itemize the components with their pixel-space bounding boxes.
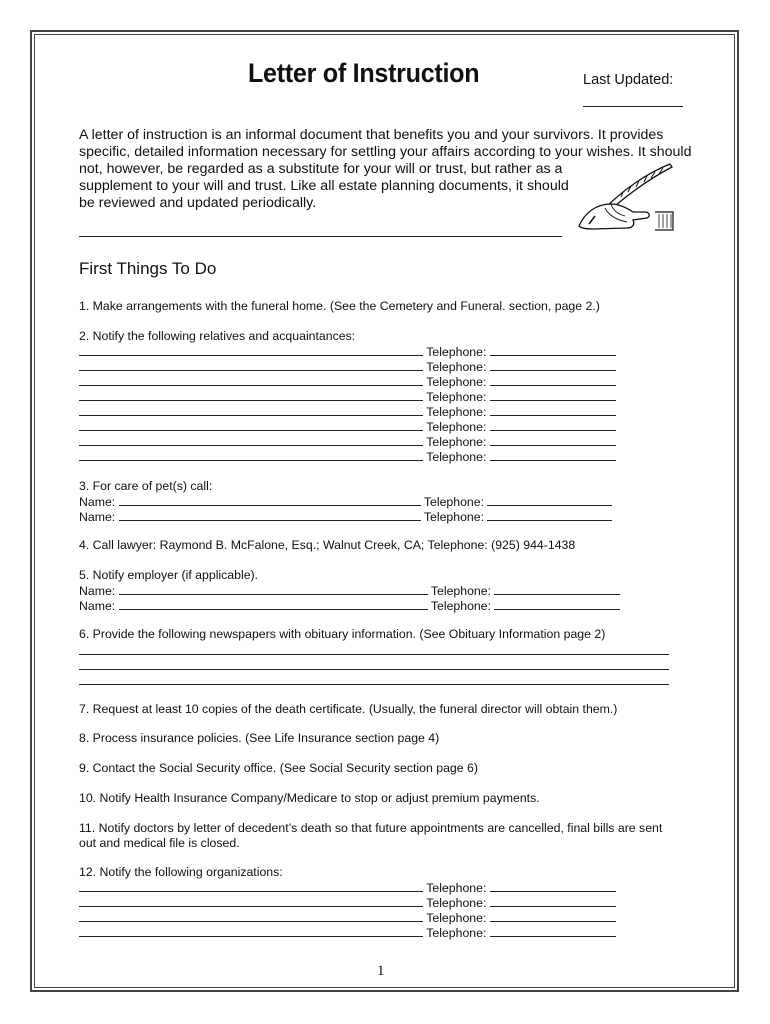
telephone-field[interactable]	[487, 494, 612, 506]
relative-name-field[interactable]	[79, 419, 423, 431]
item-8: 8. Process insurance policies. (See Life Insurance section page 4)	[79, 731, 440, 745]
telephone-field[interactable]	[490, 359, 616, 371]
organization-row	[79, 895, 616, 910]
employer-row	[79, 583, 620, 598]
organization-name-field[interactable]	[79, 925, 423, 937]
employer-name-field[interactable]	[119, 583, 428, 595]
telephone-label: Telephone:	[426, 911, 487, 925]
telephone-field[interactable]	[490, 910, 616, 922]
employer-name-field[interactable]	[119, 598, 428, 610]
newspaper-field[interactable]	[79, 684, 669, 685]
name-label: Name:	[79, 510, 116, 524]
item-6: 6. Provide the following newspapers with obituary information. (See Obituary Information page 2)	[79, 627, 606, 641]
relative-row	[79, 419, 616, 434]
relative-row	[79, 344, 616, 359]
telephone-label: Telephone:	[430, 584, 492, 598]
telephone-label: Telephone:	[426, 896, 487, 910]
relative-name-field[interactable]	[79, 449, 423, 461]
organization-name-field[interactable]	[79, 910, 423, 922]
telephone-field[interactable]	[490, 419, 616, 431]
telephone-field[interactable]	[490, 895, 616, 907]
relative-row	[79, 374, 616, 389]
name-label: Name:	[79, 495, 116, 509]
item-10: 10. Notify Health Insurance Company/Medicare to stop or adjust premium payments.	[79, 791, 540, 805]
relative-row	[79, 359, 616, 374]
item-3: 3. For care of pet(s) call:	[79, 479, 213, 493]
intro-line: not, however, be regarded as a substitute for your will or trust, but rather as a	[79, 161, 563, 177]
pet-care-name-field[interactable]	[119, 509, 421, 521]
telephone-label: Telephone:	[426, 345, 487, 359]
telephone-field[interactable]	[487, 509, 612, 521]
page-title: Letter of Instruction	[248, 58, 480, 88]
telephone-field[interactable]	[490, 449, 616, 461]
section-title: First Things To Do	[79, 259, 217, 278]
telephone-label: Telephone:	[426, 881, 487, 895]
item-9: 9. Contact the Social Security office. (See Social Security section page 6)	[79, 761, 478, 775]
telephone-field[interactable]	[490, 374, 616, 386]
newspaper-field[interactable]	[79, 654, 669, 655]
telephone-label: Telephone:	[423, 495, 485, 509]
relative-name-field[interactable]	[79, 374, 423, 386]
item-11-line-2: out and medical file is closed.	[79, 836, 240, 850]
newspaper-field[interactable]	[79, 669, 669, 670]
last-updated-label: Last Updated:	[583, 72, 674, 88]
quill-pen-hand-icon	[575, 160, 675, 232]
telephone-field[interactable]	[494, 583, 620, 595]
telephone-label: Telephone:	[426, 405, 487, 419]
organization-name-field[interactable]	[79, 880, 423, 892]
intro-line: A letter of instruction is an informal document that benefits you and your survivors. It provides	[79, 127, 664, 143]
item-1: 1. Make arrangements with the funeral home. (See the Cemetery and Funeral. section, page 2.)	[79, 299, 600, 313]
telephone-field[interactable]	[490, 880, 616, 892]
organization-row	[79, 910, 616, 925]
telephone-label: Telephone:	[426, 375, 487, 389]
item-11-line-1: 11. Notify doctors by letter of decedent’s death so that future appointments are cancelled, final bills are sent	[79, 821, 663, 835]
intro-line: be reviewed and updated periodically.	[79, 195, 317, 211]
telephone-label: Telephone:	[426, 450, 487, 464]
page-number: 1	[377, 963, 385, 979]
telephone-field[interactable]	[490, 434, 616, 446]
relative-row	[79, 434, 616, 449]
last-updated-field[interactable]	[583, 106, 683, 107]
telephone-label: Telephone:	[423, 510, 485, 524]
telephone-field[interactable]	[494, 598, 620, 610]
relative-name-field[interactable]	[79, 434, 423, 446]
intro-divider	[79, 236, 562, 237]
relative-name-field[interactable]	[79, 344, 423, 356]
item-4: 4. Call lawyer: Raymond B. McFalone, Esq.; Walnut Creek, CA; Telephone: (925) 944-1438	[79, 538, 576, 552]
relative-name-field[interactable]	[79, 359, 423, 371]
telephone-label: Telephone:	[426, 360, 487, 374]
telephone-field[interactable]	[490, 404, 616, 416]
employer-row	[79, 598, 620, 613]
telephone-label: Telephone:	[430, 599, 492, 613]
pet-care-row	[79, 494, 612, 509]
relative-row	[79, 449, 616, 464]
relative-name-field[interactable]	[79, 404, 423, 416]
name-label: Name:	[79, 599, 116, 613]
telephone-field[interactable]	[490, 389, 616, 401]
item-5: 5. Notify employer (if applicable).	[79, 568, 259, 582]
telephone-field[interactable]	[490, 925, 616, 937]
intro-line: supplement to your will and trust. Like all estate planning documents, it should	[79, 178, 569, 194]
telephone-label: Telephone:	[426, 420, 487, 434]
intro-line: specific, detailed information necessary for settling your affairs according to your wishes. It should	[79, 144, 692, 160]
telephone-field[interactable]	[490, 344, 616, 356]
organization-row	[79, 925, 616, 940]
pet-care-name-field[interactable]	[119, 494, 421, 506]
telephone-label: Telephone:	[426, 926, 487, 940]
item-2: 2. Notify the following relatives and acquaintances:	[79, 329, 356, 343]
item-7: 7. Request at least 10 copies of the death certificate. (Usually, the funeral director will obtain them.)	[79, 702, 618, 716]
name-label: Name:	[79, 584, 116, 598]
pet-care-row	[79, 509, 612, 524]
telephone-label: Telephone:	[426, 435, 487, 449]
relative-name-field[interactable]	[79, 389, 423, 401]
relative-row	[79, 404, 616, 419]
organization-row	[79, 880, 616, 895]
relative-row	[79, 389, 616, 404]
organization-name-field[interactable]	[79, 895, 423, 907]
item-12: 12. Notify the following organizations:	[79, 865, 283, 879]
telephone-label: Telephone:	[426, 390, 487, 404]
